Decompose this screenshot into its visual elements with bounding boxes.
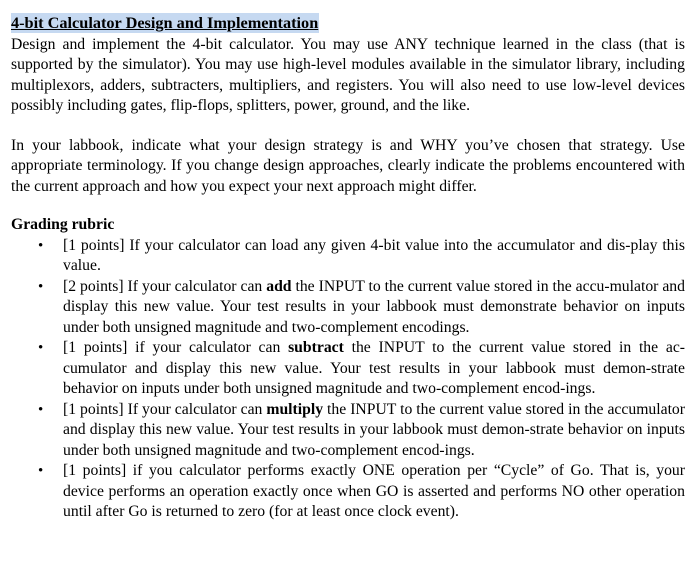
bullet-icon: • (38, 278, 44, 295)
rubric-item-cycle (11, 461, 685, 523)
rubric-item-subtract (11, 338, 685, 400)
rubric-list (11, 236, 685, 523)
rubric-item-keyword: subtract (288, 339, 344, 356)
rubric-item-add (11, 277, 685, 339)
document-page (11, 13, 685, 523)
rubric-heading: Grading rubric (11, 216, 115, 233)
labbook-paragraph: In your labbook, indicate what your design strategy is and WHY you’ve chosen that strategy. Use appropriate terminology. If you change design approaches, clearly indicate the problems encountered with the current approach and how you expect your next approach might differ. (11, 136, 685, 195)
rubric-item-text: [2 points] If your calculator can (63, 277, 267, 295)
rubric-item-keyword: multiply (266, 400, 324, 418)
bullet-icon: • (38, 340, 44, 356)
rubric-item-text-rest: the INPUT to the current value stored in the accu-mulator and display this new value. Your test results in your labbook must demonstrate behavior on inputs under both unsigned magnitude and two-complement encodings. (63, 277, 685, 336)
rubric-item-load (11, 236, 685, 277)
intro-paragraph: Design and implement the 4-bit calculator. You may use ANY technique learned in the class (that is supported by the simulator). You may use high-level modules available in the simulator library, including multiplexors, adders, subtracters, multipliers, and registers. You will also need to use low-level devices possibly including gates, flip-flops, splitters, power, ground, and the like. (11, 35, 685, 114)
rubric-item-text: [1 points] If your calculator can load any given 4-bit value into the accumulator and dis-play this value. (63, 236, 685, 274)
bullet-icon: • (38, 463, 44, 479)
rubric-item-text: [1 points] if your calculator can (63, 339, 289, 356)
rubric-item-keyword: add (266, 277, 292, 295)
bullet-icon: • (38, 401, 44, 418)
rubric-item-text-rest: the INPUT to the current value stored in the accumulator and display this new value. Your test results in your labbook must demon-strate behavior on inputs under both unsigned magnitude and two-complement encod-ings. (63, 400, 685, 459)
bullet-icon: • (38, 237, 44, 254)
rubric-item-text-rest: the INPUT to the current value stored in the ac-cumulator and display this new value. Your test results in your labbook must demon-strate behavior on inputs under both unsigned magnitude and two-complement encod-ings. (63, 339, 686, 397)
document-title: 4-bit Calculator Design and Implementation (11, 13, 319, 32)
rubric-item-multiply (11, 400, 685, 462)
rubric-item-text: [1 points] if you calculator performs exactly ONE operation per “Cycle” of Go. That is, your device performs an operation exactly once when GO is asserted and performs NO other operation until after Go is returned to zero (for at least once clock event). (63, 462, 685, 520)
rubric-item-text: [1 points] If your calculator can (63, 400, 267, 418)
